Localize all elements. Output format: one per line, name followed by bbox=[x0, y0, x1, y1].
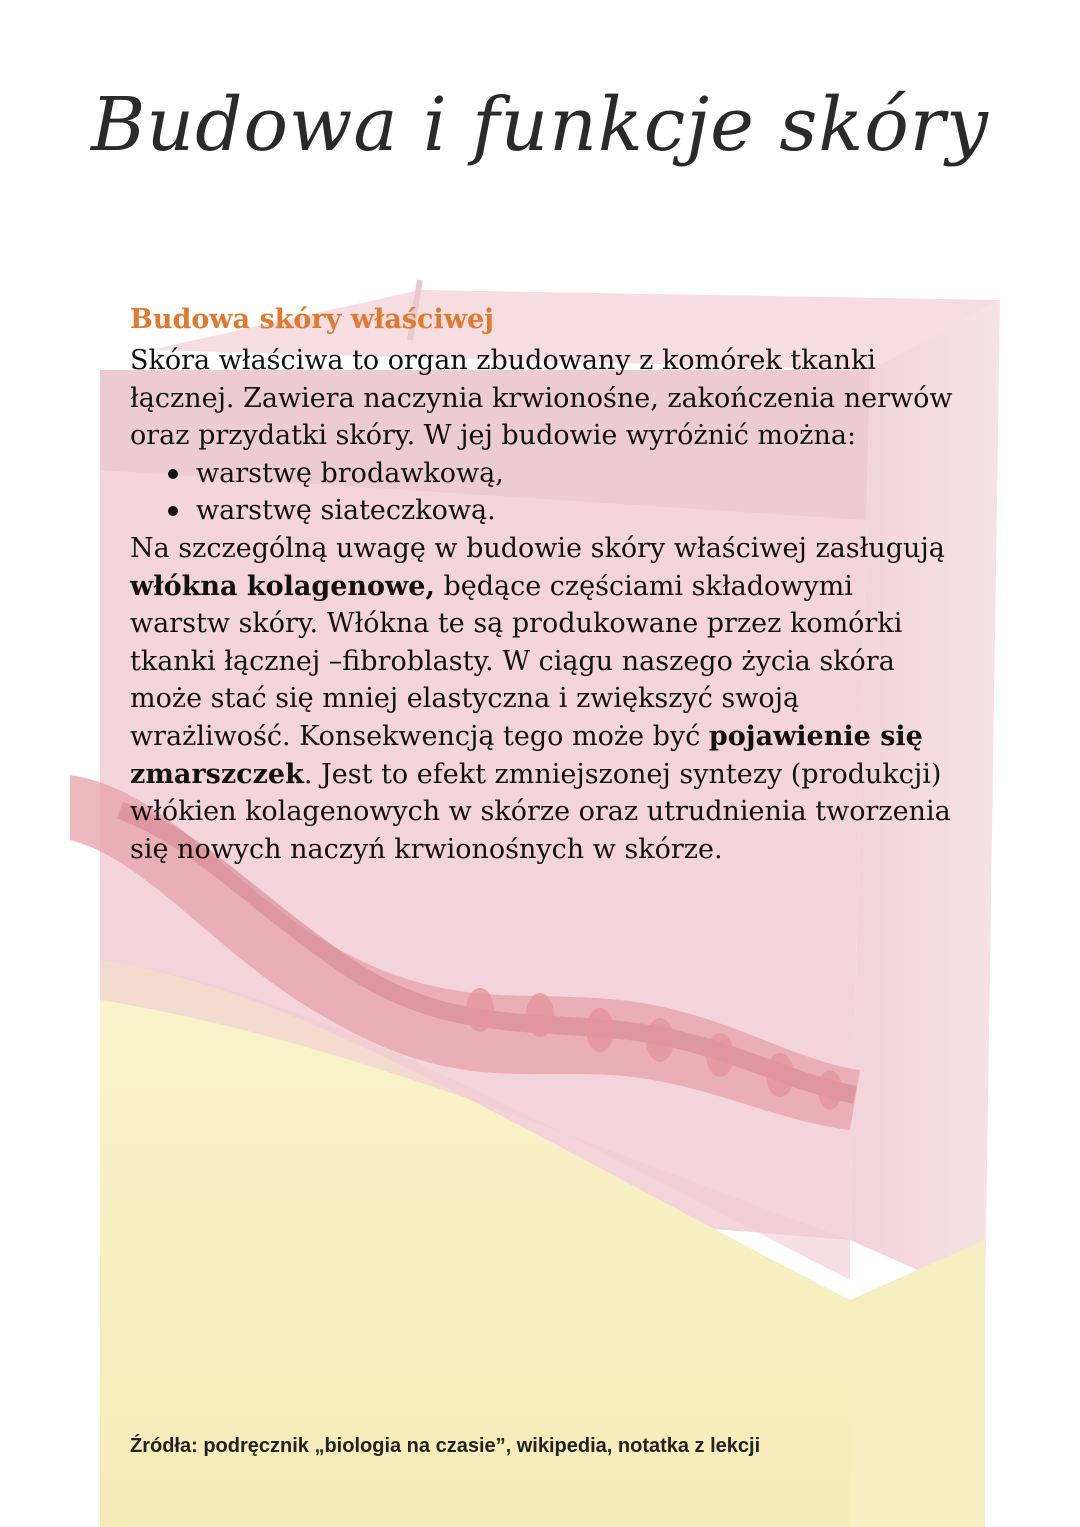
collagen-fibers-emphasis: włókna kolagenowe, bbox=[130, 570, 435, 602]
list-item bbox=[168, 455, 960, 493]
body-text-part1: Na szczególną uwagę w budowie skóry właściwej zasługują bbox=[130, 532, 945, 564]
list-item-text: warstwę siateczkową. bbox=[196, 495, 496, 527]
body-text-part2: będące częściami składowymi warstw skóry. Włókna te są produkowane przez komórki tkanki łącznej –fibroblasty. W ciągu naszego życia skóra może stać się mniej elastyczna i zwiększyć swoją wrażliwość. Konsekwencją tego może być bbox=[130, 570, 903, 752]
list-item bbox=[168, 492, 960, 530]
bullet-icon bbox=[168, 506, 178, 516]
body-paragraph bbox=[130, 530, 960, 868]
layer-list bbox=[130, 455, 960, 530]
list-item-text: warstwę brodawkową, bbox=[196, 457, 504, 489]
content-section bbox=[130, 300, 960, 868]
section-heading: Budowa skóry właściwej bbox=[130, 304, 494, 335]
body-text-part3: . Jest to efekt zmniejszonej syntezy (produkcji) włókien kolagenowych w skórze oraz utrudnienia tworzenia się nowych naczyń krwionośnych w skórze. bbox=[130, 758, 951, 865]
intro-paragraph: Skóra właściwa to organ zbudowany z komórek tkanki łącznej. Zawiera naczynia krwionośne, zakończenia nerwów oraz przydatki skóry. W jej budowie wyróżnić można: bbox=[130, 345, 953, 452]
page-title: Budowa i funkcje skóry bbox=[91, 82, 989, 168]
sources-footnote: Źródła: podręcznik „biologia na czasie”, wikipedia, notatka z lekcji bbox=[130, 1435, 761, 1457]
wrinkles-emphasis: pojawienie się zmarszczek bbox=[130, 720, 923, 790]
bullet-icon bbox=[168, 469, 178, 479]
fat-layer-side bbox=[850, 1240, 985, 1527]
